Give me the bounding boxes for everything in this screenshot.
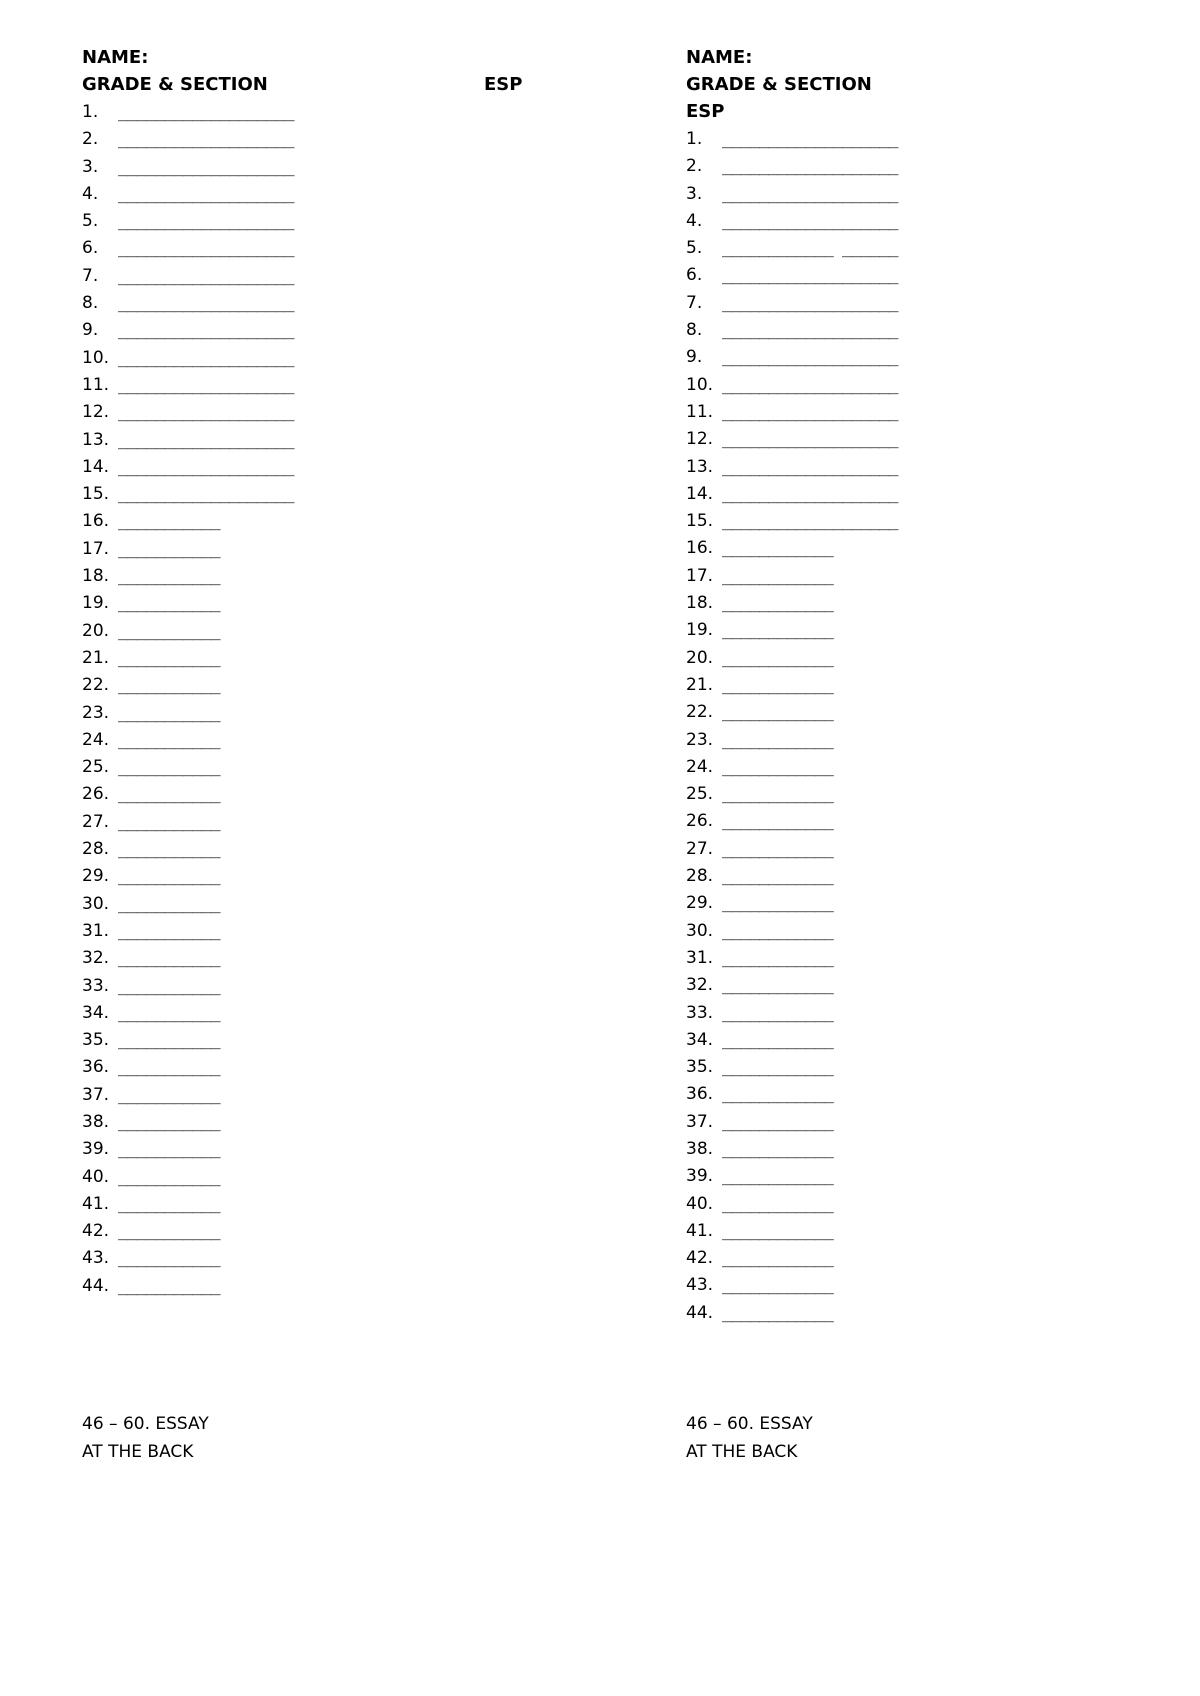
answer-row — [686, 1109, 1200, 1136]
item-number: 44. — [686, 1302, 714, 1323]
answer-row — [686, 808, 1200, 835]
answer-blank[interactable]: ___________ — [118, 1221, 220, 1242]
answer-blank[interactable]: ___________ — [118, 729, 220, 750]
grade-section-label: GRADE & SECTION — [686, 74, 872, 95]
answer-blank[interactable]: ___________________ — [722, 374, 898, 395]
answer-row — [82, 945, 602, 972]
answer-blank[interactable]: ____________ — [722, 975, 833, 996]
answer-blank[interactable]: ____________ — [722, 1220, 833, 1241]
item-number: 44. — [82, 1275, 110, 1296]
answer-row — [686, 290, 1200, 317]
answer-row — [82, 727, 602, 754]
item-number: 36. — [82, 1057, 110, 1078]
item-number: 9. — [82, 320, 99, 341]
item-number: 19. — [82, 593, 110, 614]
answer-blank[interactable]: ____________ — [722, 593, 833, 614]
item-number: 35. — [686, 1057, 714, 1078]
item-number: 20. — [686, 647, 714, 668]
answer-blank[interactable]: ___________________ — [118, 238, 294, 259]
item-number: 3. — [82, 156, 99, 177]
answer-row — [686, 727, 1200, 754]
item-number: 24. — [82, 729, 110, 750]
answer-blank[interactable]: ___________ — [118, 839, 220, 860]
answer-blank[interactable]: ____________ — [722, 920, 833, 941]
answer-row — [82, 235, 602, 262]
answer-row — [82, 427, 602, 454]
answer-row — [82, 754, 602, 781]
answer-blank[interactable]: ___________________ — [118, 102, 294, 122]
answer-row — [686, 1000, 1200, 1027]
answer-row — [686, 1136, 1200, 1163]
item-number: 12. — [82, 402, 110, 423]
item-number: 10. — [82, 347, 110, 368]
item-number: 26. — [82, 784, 110, 805]
essay-location: AT THE BACK — [82, 1442, 194, 1462]
answer-blank[interactable]: ____________ — [722, 811, 833, 832]
answer-blank[interactable]: ____________ — [722, 620, 833, 641]
essay-location: AT THE BACK — [686, 1442, 798, 1462]
answer-blank[interactable]: ___________________ — [118, 293, 294, 314]
answer-row — [82, 836, 602, 863]
item-number: 30. — [82, 893, 110, 914]
answer-blank[interactable]: ____________ — [722, 1275, 833, 1296]
answer-row — [686, 235, 1200, 262]
item-number: 2. — [686, 156, 703, 177]
item-number: 27. — [686, 838, 714, 859]
item-number: 23. — [686, 729, 714, 750]
answer-row — [82, 208, 602, 235]
item-number: 29. — [82, 866, 110, 887]
answer-blank[interactable]: ____________ — [722, 1111, 833, 1132]
answer-blank[interactable]: ___________________ — [722, 429, 898, 450]
answer-blank[interactable]: ___________________ — [722, 347, 898, 368]
answer-blank[interactable]: ___________ — [118, 538, 220, 559]
item-number: 15. — [82, 484, 110, 505]
answer-blank[interactable]: ____________ — [722, 729, 833, 750]
answer-blank[interactable]: ___________ — [118, 893, 220, 914]
answer-list — [82, 99, 602, 1300]
answer-row — [82, 154, 602, 181]
item-number: 22. — [686, 702, 714, 723]
answer-blank[interactable]: ___________________ — [118, 374, 294, 395]
answer-blank[interactable]: ____________ — [722, 1166, 833, 1187]
item-number: 38. — [82, 1111, 110, 1132]
item-number: 41. — [82, 1193, 110, 1214]
subject-label: ESP — [484, 74, 523, 95]
answer-blank[interactable]: ___________________ — [118, 429, 294, 450]
answer-row — [686, 754, 1200, 781]
answer-blank[interactable]: ___________ — [118, 975, 220, 996]
item-number: 5. — [82, 211, 99, 232]
answer-blank[interactable]: ___________ — [118, 675, 220, 696]
item-number: 1. — [82, 102, 99, 122]
answer-row — [686, 918, 1200, 945]
answer-blank[interactable]: ____________ — [722, 538, 833, 559]
answer-blank[interactable]: ___________ — [118, 566, 220, 587]
item-number: 1. — [686, 129, 703, 149]
answer-row — [686, 1027, 1200, 1054]
name-label: NAME: — [686, 47, 753, 68]
item-number: 34. — [82, 1002, 110, 1023]
item-number: 11. — [686, 401, 714, 422]
grade-section-label: GRADE & SECTION — [82, 74, 268, 95]
item-number: 12. — [686, 429, 714, 450]
grade-section-line — [82, 71, 602, 98]
item-number: 38. — [686, 1138, 714, 1159]
item-number: 34. — [686, 1029, 714, 1050]
answer-row — [686, 972, 1200, 999]
answer-blank[interactable]: ____________ — [722, 1002, 833, 1023]
answer-row — [82, 973, 602, 1000]
answer-row — [686, 508, 1200, 535]
answer-blank[interactable]: ___________ — [118, 593, 220, 614]
item-number: 3. — [686, 183, 703, 204]
item-number: 13. — [686, 456, 714, 477]
answer-row — [686, 454, 1200, 481]
answer-row — [82, 1109, 602, 1136]
answer-row — [82, 372, 602, 399]
answer-blank[interactable]: ___________ — [118, 1111, 220, 1132]
answer-row — [686, 617, 1200, 644]
item-number: 42. — [82, 1221, 110, 1242]
answer-blank[interactable]: ___________ — [118, 948, 220, 969]
answer-blank[interactable]: ___________________ — [118, 183, 294, 204]
item-number: 31. — [82, 920, 110, 941]
answer-blank[interactable]: ___________ — [118, 757, 220, 778]
item-number: 39. — [686, 1166, 714, 1187]
answer-row — [82, 399, 602, 426]
answer-row — [82, 563, 602, 590]
answer-row — [82, 263, 602, 290]
answer-blank[interactable]: ____________ ______ — [722, 238, 898, 259]
answer-row — [82, 1218, 602, 1245]
answer-row — [82, 181, 602, 208]
answer-row — [82, 1000, 602, 1027]
item-number: 15. — [686, 511, 714, 532]
answer-blank[interactable]: ____________ — [722, 1084, 833, 1105]
answer-blank[interactable]: ____________ — [722, 1029, 833, 1050]
answer-row — [82, 700, 602, 727]
item-number: 28. — [686, 866, 714, 887]
essay-range: 46 – 60. ESSAY — [686, 1414, 813, 1434]
item-number: 43. — [686, 1275, 714, 1296]
item-number: 10. — [686, 374, 714, 395]
item-number: 13. — [82, 429, 110, 450]
item-number: 6. — [686, 265, 703, 286]
answer-blank[interactable]: ___________ — [118, 1057, 220, 1078]
answer-row — [82, 918, 602, 945]
answer-row — [82, 1136, 602, 1163]
answer-row — [82, 891, 602, 918]
answer-blank[interactable]: ___________ — [118, 811, 220, 832]
answer-blank[interactable]: ___________ — [118, 1275, 220, 1296]
answer-blank[interactable]: ___________________ — [118, 347, 294, 368]
answer-blank[interactable]: ___________ — [118, 511, 220, 532]
item-number: 7. — [82, 265, 99, 286]
answer-row — [686, 1272, 1200, 1299]
answer-blank[interactable]: ____________ — [722, 756, 833, 777]
item-number: 32. — [82, 948, 110, 969]
answer-row — [686, 1300, 1200, 1327]
answer-blank[interactable]: ____________ — [722, 1193, 833, 1214]
item-number: 32. — [686, 975, 714, 996]
item-number: 17. — [686, 565, 714, 586]
item-number: 4. — [686, 210, 703, 231]
answer-row — [82, 1082, 602, 1109]
answer-blank[interactable]: ___________________ — [118, 129, 294, 150]
item-number: 21. — [686, 674, 714, 695]
answer-blank[interactable]: ___________________ — [722, 456, 898, 477]
item-number: 17. — [82, 538, 110, 559]
answer-blank[interactable]: ___________________ — [722, 156, 898, 177]
answer-blank[interactable]: ____________ — [722, 1248, 833, 1269]
item-number: 2. — [82, 129, 99, 150]
answer-row — [686, 836, 1200, 863]
answer-row — [82, 863, 602, 890]
item-number: 40. — [686, 1193, 714, 1214]
answer-blank[interactable]: ____________ — [722, 866, 833, 887]
answer-row — [686, 344, 1200, 371]
answer-blank[interactable]: ___________ — [118, 620, 220, 641]
answer-row — [82, 508, 602, 535]
answer-row — [82, 809, 602, 836]
answer-blank[interactable]: ___________________ — [722, 129, 898, 149]
answer-blank[interactable]: ___________________ — [722, 292, 898, 313]
item-number: 14. — [82, 456, 110, 477]
item-number: 11. — [82, 374, 110, 395]
answer-blank[interactable]: ___________ — [118, 647, 220, 668]
answer-blank[interactable]: ___________________ — [722, 511, 898, 532]
answer-row — [82, 781, 602, 808]
answer-list — [686, 126, 1200, 1327]
answer-row — [686, 645, 1200, 672]
answer-blank[interactable]: ___________________ — [722, 483, 898, 504]
answer-row — [82, 590, 602, 617]
answer-blank[interactable]: ____________ — [722, 565, 833, 586]
answer-blank[interactable]: ___________ — [118, 1248, 220, 1269]
answer-blank[interactable]: ___________ — [118, 1002, 220, 1023]
item-number: 16. — [686, 538, 714, 559]
answer-row — [82, 99, 602, 126]
item-number: 42. — [686, 1248, 714, 1269]
answer-blank[interactable]: ___________________ — [722, 183, 898, 204]
answer-row — [82, 345, 602, 372]
answer-row — [82, 481, 602, 508]
item-number: 25. — [82, 757, 110, 778]
item-number: 23. — [82, 702, 110, 723]
answer-blank[interactable]: ___________________ — [118, 211, 294, 232]
answer-row — [82, 126, 602, 153]
answer-blank[interactable]: ___________________ — [722, 401, 898, 422]
answer-row — [82, 645, 602, 672]
subject-label: ESP — [686, 101, 725, 122]
answer-row — [686, 317, 1200, 344]
answer-row — [686, 535, 1200, 562]
answer-row — [686, 153, 1200, 180]
answer-row — [82, 618, 602, 645]
answer-blank[interactable]: ___________________ — [118, 320, 294, 341]
answer-blank[interactable]: ____________ — [722, 838, 833, 859]
item-number: 18. — [686, 593, 714, 614]
item-number: 20. — [82, 620, 110, 641]
item-number: 19. — [686, 620, 714, 641]
answer-row — [686, 945, 1200, 972]
item-number: 37. — [82, 1084, 110, 1105]
answer-blank[interactable]: ____________ — [722, 784, 833, 805]
answer-blank[interactable]: ____________ — [722, 702, 833, 723]
answer-row — [686, 399, 1200, 426]
answer-row — [686, 672, 1200, 699]
answer-blank[interactable]: ___________ — [118, 866, 220, 887]
item-number: 7. — [686, 292, 703, 313]
name-label: NAME: — [82, 47, 149, 68]
answer-blank[interactable]: ____________ — [722, 947, 833, 968]
answer-blank[interactable]: ____________ — [722, 1138, 833, 1159]
item-number: 35. — [82, 1030, 110, 1051]
item-number: 27. — [82, 811, 110, 832]
item-number: 22. — [82, 675, 110, 696]
item-number: 14. — [686, 483, 714, 504]
item-number: 8. — [686, 320, 703, 341]
answer-blank[interactable]: ___________________ — [722, 210, 898, 231]
item-number: 8. — [82, 293, 99, 314]
answer-blank[interactable]: ____________ — [722, 1302, 833, 1323]
answer-sheet-left — [82, 44, 602, 1300]
answer-blank[interactable]: ____________ — [722, 674, 833, 695]
answer-blank[interactable]: ___________________ — [722, 265, 898, 286]
item-number: 37. — [686, 1111, 714, 1132]
answer-blank[interactable]: ____________ — [722, 893, 833, 914]
answer-row — [686, 781, 1200, 808]
answer-row — [686, 1191, 1200, 1218]
answer-row — [686, 181, 1200, 208]
answer-row — [82, 290, 602, 317]
answer-row — [686, 262, 1200, 289]
item-number: 6. — [82, 238, 99, 259]
item-number: 5. — [686, 238, 703, 259]
essay-range: 46 – 60. ESSAY — [82, 1414, 209, 1434]
answer-blank[interactable]: ___________ — [118, 1030, 220, 1051]
essay-note-right — [686, 1410, 813, 1466]
answer-row — [686, 481, 1200, 508]
answer-row — [82, 1054, 602, 1081]
item-number: 29. — [686, 893, 714, 914]
item-number: 28. — [82, 839, 110, 860]
item-number: 9. — [686, 347, 703, 368]
answer-blank[interactable]: ___________ — [118, 1084, 220, 1105]
answer-row — [686, 208, 1200, 235]
item-number: 43. — [82, 1248, 110, 1269]
item-number: 40. — [82, 1166, 110, 1187]
item-number: 31. — [686, 947, 714, 968]
answer-blank[interactable]: ___________ — [118, 920, 220, 941]
answer-row — [82, 1245, 602, 1272]
answer-blank[interactable]: ___________________ — [118, 156, 294, 177]
answer-row — [686, 563, 1200, 590]
answer-row — [82, 672, 602, 699]
answer-row — [82, 1164, 602, 1191]
answer-row — [82, 1191, 602, 1218]
answer-blank[interactable]: ___________ — [118, 1166, 220, 1187]
item-number: 4. — [82, 183, 99, 204]
answer-row — [686, 426, 1200, 453]
answer-row — [82, 317, 602, 344]
item-number: 21. — [82, 647, 110, 668]
answer-blank[interactable]: ___________________ — [118, 456, 294, 477]
answer-blank[interactable]: ___________ — [118, 702, 220, 723]
answer-blank[interactable]: ___________ — [118, 1193, 220, 1214]
item-number: 30. — [686, 920, 714, 941]
answer-row — [82, 536, 602, 563]
answer-row — [82, 1273, 602, 1300]
item-number: 16. — [82, 511, 110, 532]
answer-row — [686, 372, 1200, 399]
answer-row — [686, 1081, 1200, 1108]
answer-blank[interactable]: ___________________ — [118, 484, 294, 505]
answer-blank[interactable]: ___________________ — [118, 402, 294, 423]
item-number: 24. — [686, 756, 714, 777]
answer-sheet-right — [686, 44, 1200, 1327]
answer-blank[interactable]: ___________ — [118, 1139, 220, 1160]
answer-blank[interactable]: ___________ — [118, 784, 220, 805]
answer-row — [686, 1054, 1200, 1081]
item-number: 33. — [82, 975, 110, 996]
item-number: 41. — [686, 1220, 714, 1241]
item-number: 18. — [82, 566, 110, 587]
item-number: 25. — [686, 784, 714, 805]
answer-blank[interactable]: ____________ — [722, 647, 833, 668]
answer-row — [686, 1218, 1200, 1245]
answer-blank[interactable]: ____________ — [722, 1057, 833, 1078]
answer-row — [686, 863, 1200, 890]
item-number: 39. — [82, 1139, 110, 1160]
item-number: 26. — [686, 811, 714, 832]
answer-row — [82, 454, 602, 481]
item-number: 36. — [686, 1084, 714, 1105]
answer-row — [686, 590, 1200, 617]
answer-row — [686, 126, 1200, 153]
answer-row — [82, 1027, 602, 1054]
answer-row — [686, 1245, 1200, 1272]
answer-row — [686, 699, 1200, 726]
answer-row — [686, 890, 1200, 917]
item-number: 33. — [686, 1002, 714, 1023]
answer-blank[interactable]: ___________________ — [118, 265, 294, 286]
answer-blank[interactable]: ___________________ — [722, 320, 898, 341]
essay-note-left — [82, 1410, 209, 1466]
answer-row — [686, 1163, 1200, 1190]
